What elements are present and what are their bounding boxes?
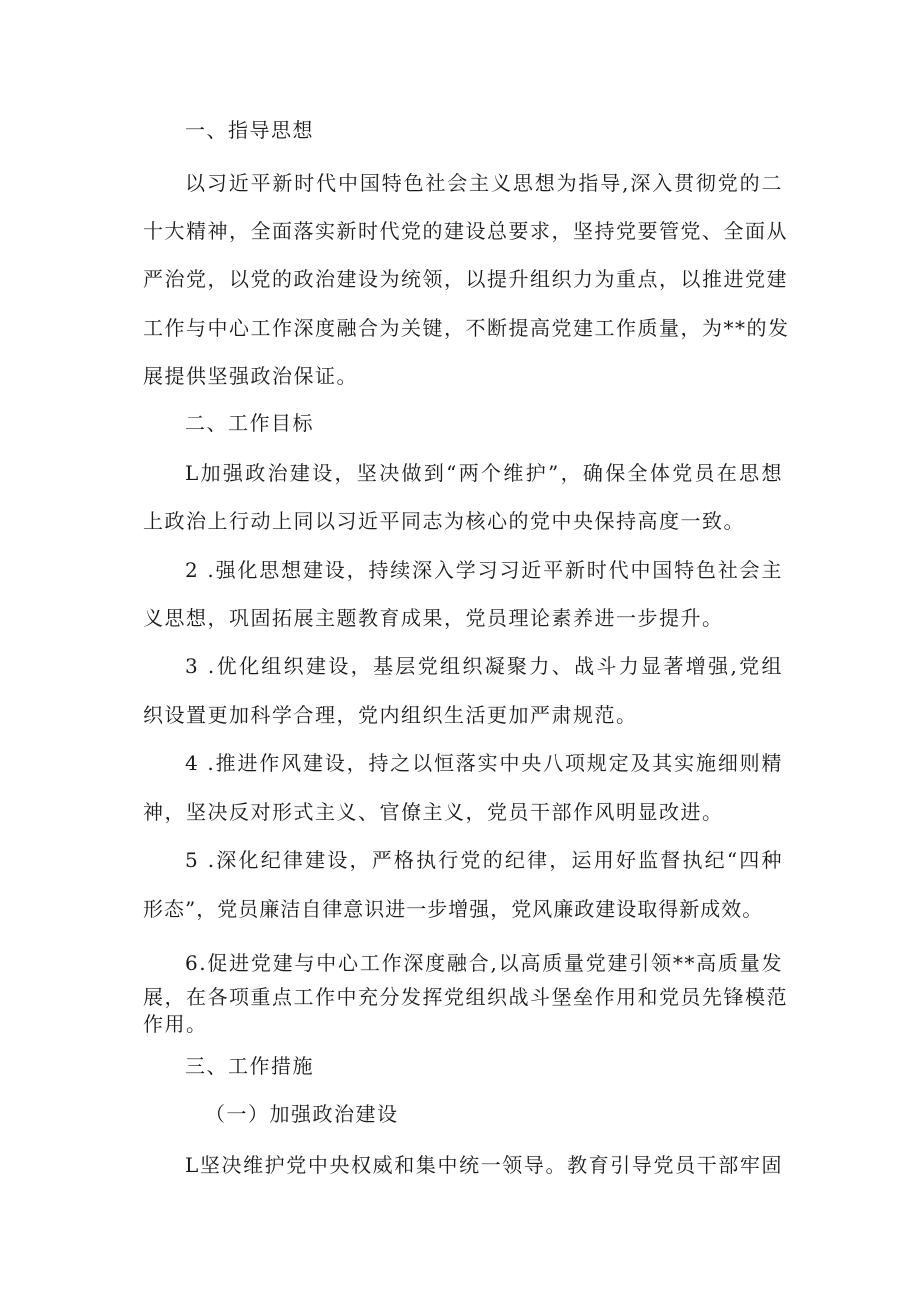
- goal-item-5-line: 5 .深化纪律建设，严格执行党的纪律，运用好监督执纪“四种: [185, 848, 783, 872]
- paragraph-line: 以习近平新时代中国特色社会主义思想为指导,深入贯彻党的二: [185, 171, 783, 195]
- goal-item-4-line: 神，坚决反对形式主义、官僚主义，党员干部作风明显改进。: [143, 800, 724, 824]
- goal-item-6-line: 展，在各项重点工作中充分发挥党组织战斗堡垒作用和党员先锋模范: [143, 985, 788, 1009]
- section-heading-work-measures: 三、工作措施: [185, 1054, 314, 1078]
- paragraph-line: 展提供坚强政治保证。: [143, 364, 358, 388]
- goal-item-2-line: 义思想，巩固拓展主题教育成果，党员理论素养进一步提升。: [143, 606, 724, 630]
- goal-item-6-line: 6.促进党建与中心工作深度融合,以高质量党建引领**高质量发: [185, 951, 783, 975]
- goal-item-3-line: 织设置更加科学合理，党内组织生活更加严肃规范。: [143, 703, 638, 727]
- paragraph-line: 十大精神，全面落实新时代党的建设总要求，坚持党要管党、全面从: [143, 219, 788, 243]
- subsection-heading-political-construction: （一）加强政治建设: [205, 1102, 399, 1126]
- section-heading-work-goals: 二、工作目标: [185, 411, 314, 435]
- goal-item-5-line: 形态”，党员廉洁自律意识进一步增强，党风廉政建设取得新成效。: [143, 897, 764, 921]
- paragraph-line: L坚决维护党中央权威和集中统一领导。教育引导党员干部牢固: [185, 1153, 783, 1177]
- goal-item-1-line: L加强政治建设，坚决做到“两个维护”，确保全体党员在思想: [185, 461, 783, 485]
- goal-item-2-line: 2 .强化思想建设，持续深入学习习近平新时代中国特色社会主: [185, 558, 783, 582]
- goal-item-1-line: 上政治上行动上同以习近平同志为核心的党中央保持高度一致。: [143, 509, 745, 533]
- paragraph-line: 工作与中心工作深度融合为关键，不断提高党建工作质量，为**的发: [143, 316, 790, 340]
- section-heading-guiding-thought: 一、指导思想: [185, 118, 314, 142]
- paragraph-line: 严治党，以党的政治建设为统领，以提升组织力为重点，以推进党建: [143, 267, 788, 291]
- goal-item-4-line: 4 .推进作风建设，持之以恒落实中央八项规定及其实施细则精: [185, 751, 783, 775]
- goal-item-3-line: 3 .优化组织建设，基层党组织凝聚力、战斗力显著增强,党组: [185, 654, 783, 678]
- goal-item-6-line: 作用。: [143, 1012, 208, 1036]
